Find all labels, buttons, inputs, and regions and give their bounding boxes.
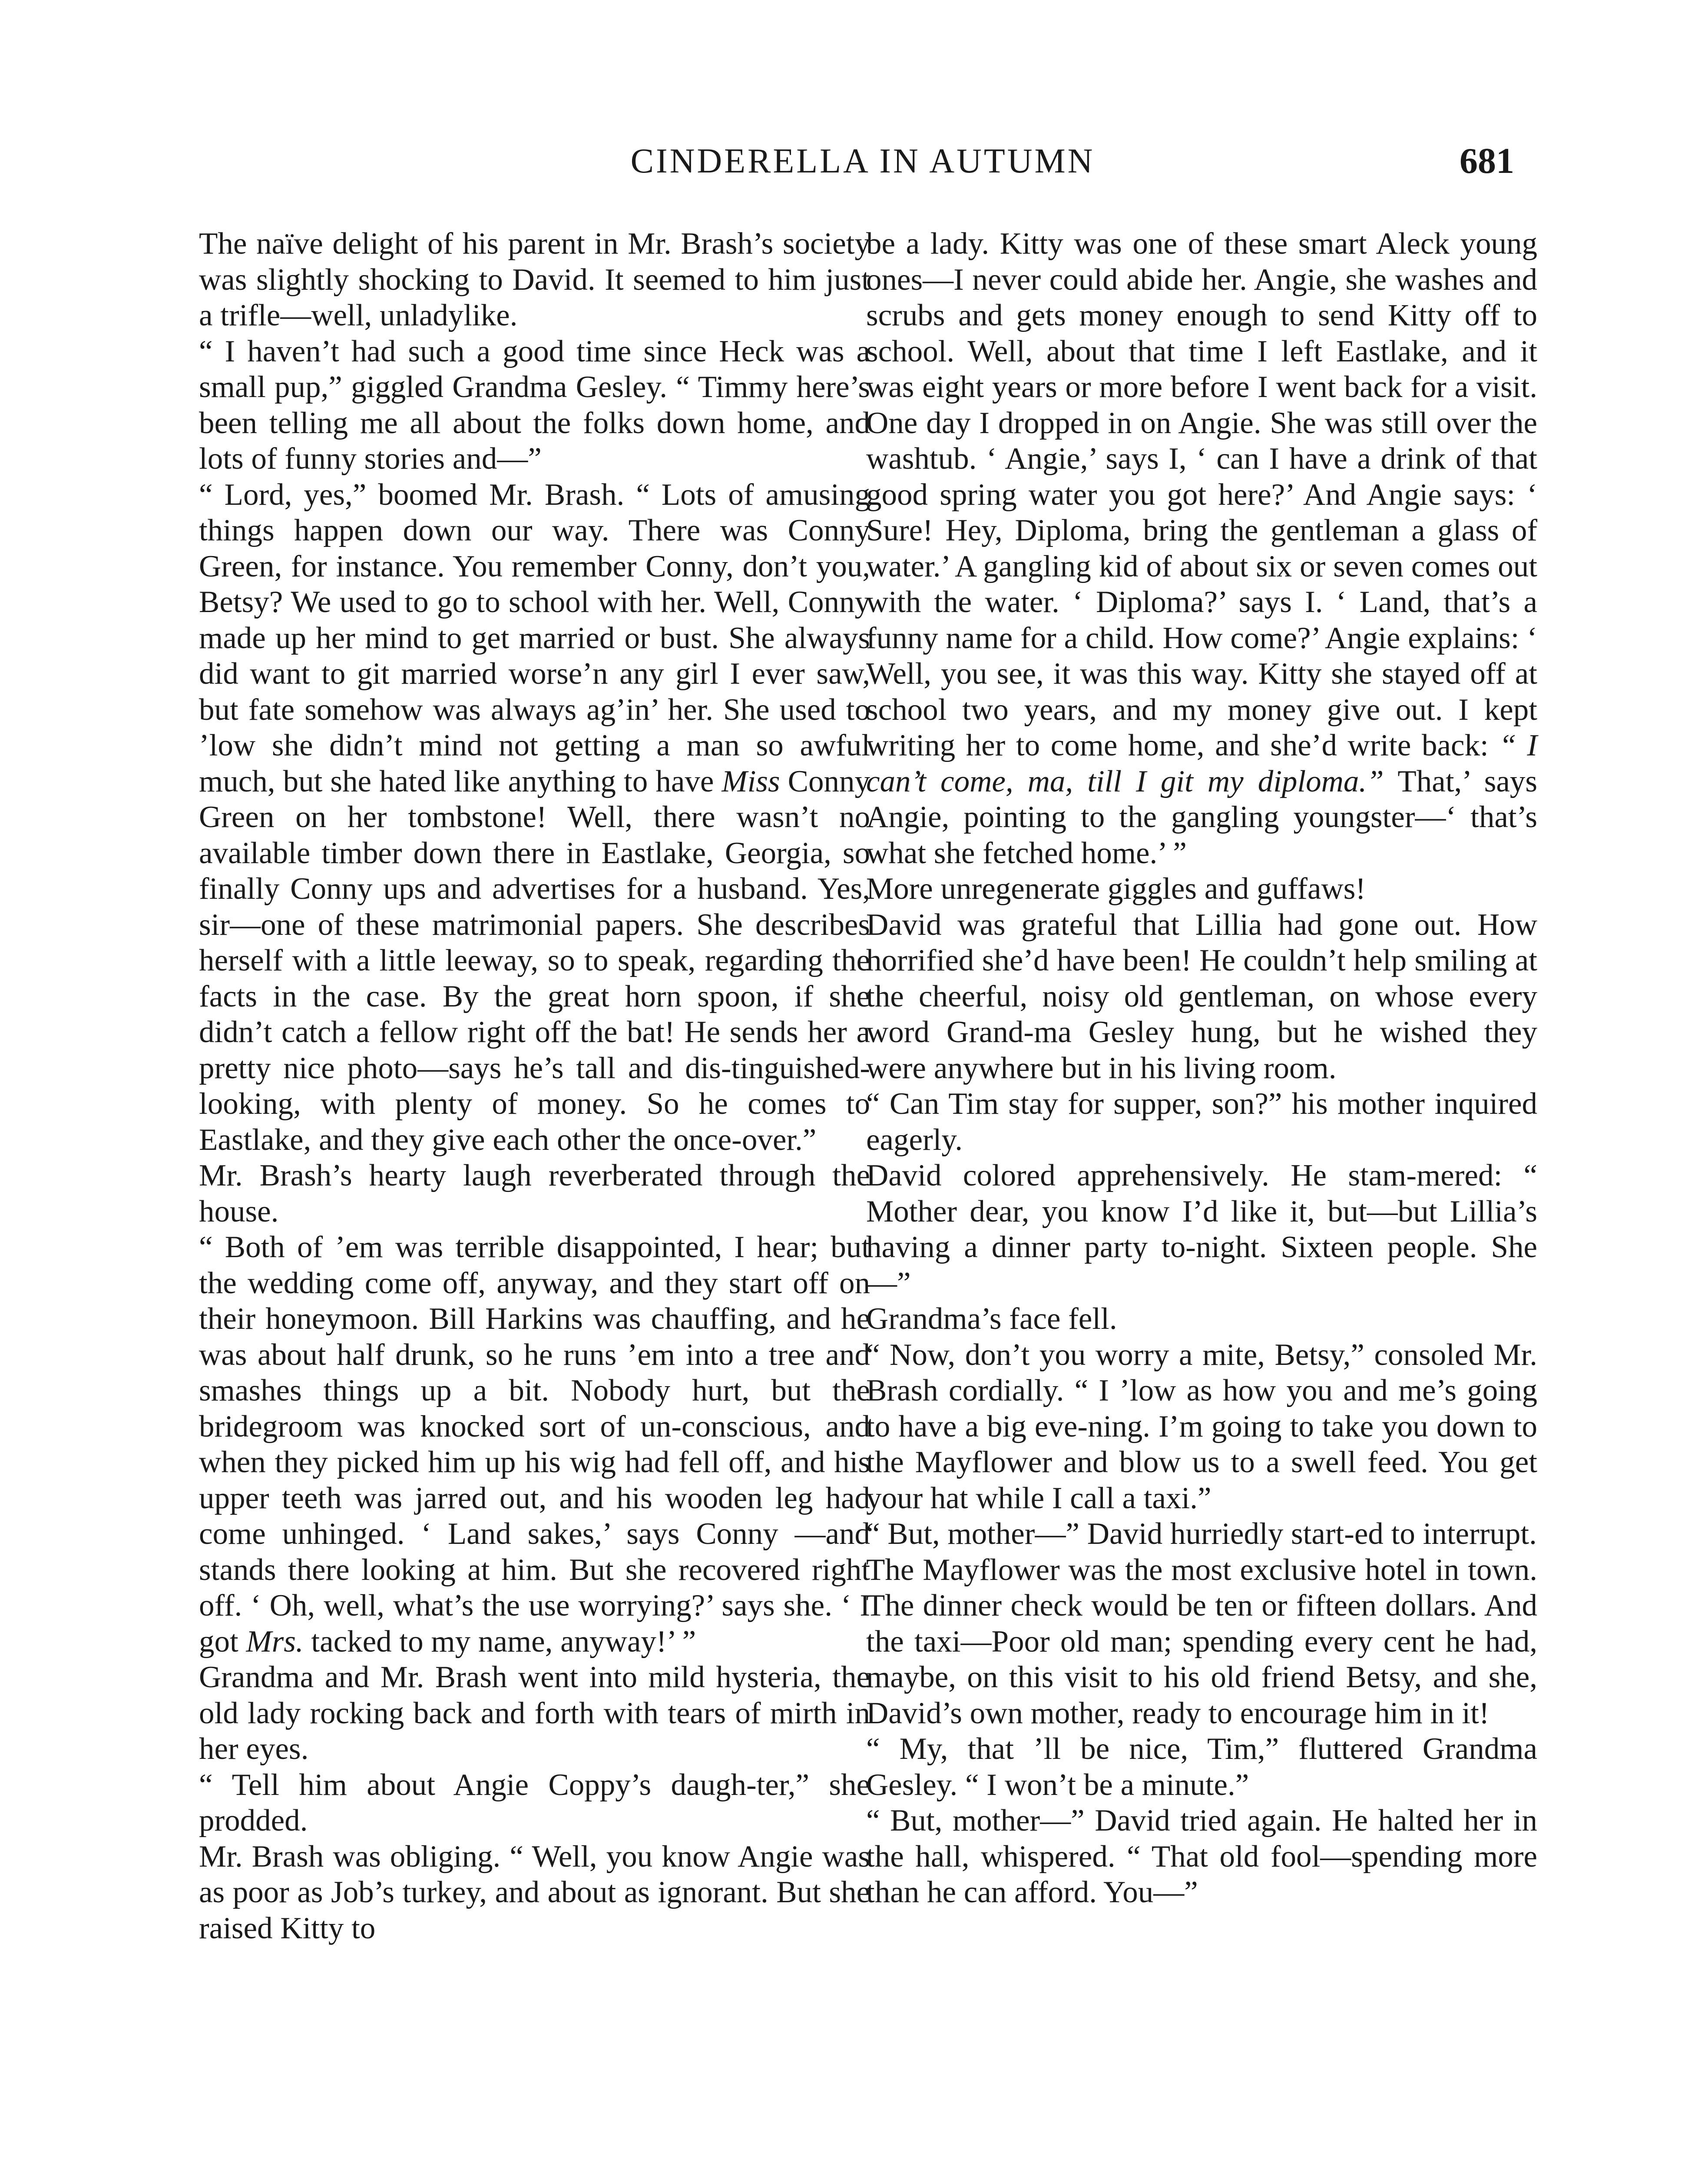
paragraph: Grandma and Mr. Brash went into mild hysteria, the old lady rocking back and forth with tears of mirth in her eyes.: [199, 1660, 870, 1766]
paragraph: “ Can Tim stay for supper, son?” his mother inquired eagerly.: [866, 1087, 1537, 1157]
running-title: CINDERELLA IN AUTUMN: [630, 142, 1095, 180]
paragraph: More unregenerate giggles and guffaws!: [866, 872, 1366, 906]
paragraph: “ But, mother—” David tried again. He halted her in the hall, whispered. “ That old fool—spending more than he can afford. You—”: [866, 1804, 1537, 1909]
paragraph: Mr. Brash was obliging. “ Well, you know Angie was as poor as Job’s turkey, and about as ignorant. But she raised Kitty to: [199, 1839, 870, 1945]
paragraph: “ Now, don’t you worry a mite, Betsy,” consoled Mr. Brash cordially. “ I ’low as how you and me’s going to have a big eve-ning. I’m going to take you down to the Mayflower and blow us to a swell feed. You get your hat while I call a taxi.”: [866, 1338, 1537, 1515]
paragraph: Mr. Brash’s hearty laugh reverberated through the house.: [199, 1159, 870, 1228]
paragraph: David was grateful that Lillia had gone out. How horrified she’d have been! He couldn’t help smiling at the cheerful, noisy old gentleman, on whose every word Grand-ma Gesley hung, but he wished they were anywhere but in his living room.: [866, 907, 1537, 1085]
paragraph: The Mayflower was the most exclusive hotel in town. The dinner check would be ten or fifteen dollars. And the taxi—Poor old man; spending every cent he had, maybe, on this visit to his old friend Betsy, and she, David’s own mother, ready to encourage him in it!: [866, 1553, 1537, 1730]
paragraph: The naïve delight of his parent in Mr. Brash’s society was slightly shocking to David. It seemed to him just a trifle—well, unladylike.: [199, 227, 870, 332]
paragraph: David colored apprehensively. He stam-mered: “ Mother dear, you know I’d like it, but—but Lillia’s having a dinner party to-night. Sixteen people. She—”: [866, 1159, 1537, 1300]
paragraph: “ But, mother—” David hurriedly start-ed to interrupt.: [866, 1517, 1537, 1551]
running-head: [211, 137, 1514, 185]
paragraph: “ I haven’t had such a good time since Heck was a small pup,” giggled Grandma Gesley. “ Timmy here’s been telling me all about the folks down home, and lots of funny stories and—”: [199, 334, 870, 476]
right-column: [866, 226, 1537, 1910]
page-number: 681: [1460, 141, 1514, 181]
paragraph: “ Tell him about Angie Coppy’s daugh-ter,” she prodded.: [199, 1768, 870, 1838]
left-column: [199, 226, 870, 1946]
paragraph: Grandma’s face fell.: [866, 1302, 1117, 1336]
paragraph: “ My, that ’ll be nice, Tim,” fluttered Grandma Gesley. “ I won’t be a minute.”: [866, 1732, 1537, 1802]
paragraph: be a lady. Kitty was one of these smart Aleck young ones—I never could abide her. Angie, she washes and scrubs and gets money enough to send Kitty off to school. Well, about that time I left Eastlake, and it was eight years or more before I went back for a visit. One day I dropped in on Angie. She was still over the washtub. ‘ Angie,’ says I, ‘ can I have a drink of that good spring water you got here?’ And Angie says: ‘ Sure! Hey, Diploma, bring the gentleman a glass of water.’ A gangling kid of about six or seven comes out with the water. ‘ Diploma?’ says I. ‘ Land, that’s a funny name for a child. How come?’ Angie explains: ‘ Well, you see, it was this way. Kitty she stayed off at school two years, and my money give out. I kept writing her to come home, and she’d write back: “ I can’t come, ma, till I git my diploma.” That,’ says Angie, pointing to the gangling youngster—‘ that’s what she fetched home.’ ”: [866, 227, 1537, 870]
paragraph: “ Both of ’em was terrible disappointed, I hear; but the wedding come off, anyway, and they start off on their honeymoon. Bill Harkins was chauffing, and he was about half drunk, so he runs ’em into a tree and smashes things up a bit. Nobody hurt, but the bridegroom was knocked sort of un-conscious, and when they picked him up his wig had fell off, and his upper teeth was jarred out, and his wooden leg had come unhinged. ‘ Land sakes,’ says Conny —and stands there looking at him. But she recovered right off. ‘ Oh, well, what’s the use worrying?’ says she. ‘ I got Mrs. tacked to my name, anyway!’ ”: [199, 1230, 870, 1659]
paragraph: “ Lord, yes,” boomed Mr. Brash. “ Lots of amusing things happen down our way. There was Conny Green, for instance. You remember Conny, don’t you, Betsy? We used to go to school with her. Well, Conny made up her mind to get married or bust. She always did want to git married worse’n any girl I ever saw, but fate somehow was always ag’in’ her. She used to ’low she didn’t mind not getting a man so awful much, but she hated like anything to have Miss Conny Green on her tombstone! Well, there wasn’t no available timber down there in Eastlake, Georgia, so finally Conny ups and advertises for a husband. Yes, sir—one of these matrimonial papers. She describes herself with a little leeway, so to speak, regarding the facts in the case. By the great horn spoon, if she didn’t catch a fellow right off the bat! He sends her a pretty nice photo—says he’s tall and dis-tinguished-looking, with plenty of money. So he comes to Eastlake, and they give each other the once-over.”: [199, 477, 870, 1157]
